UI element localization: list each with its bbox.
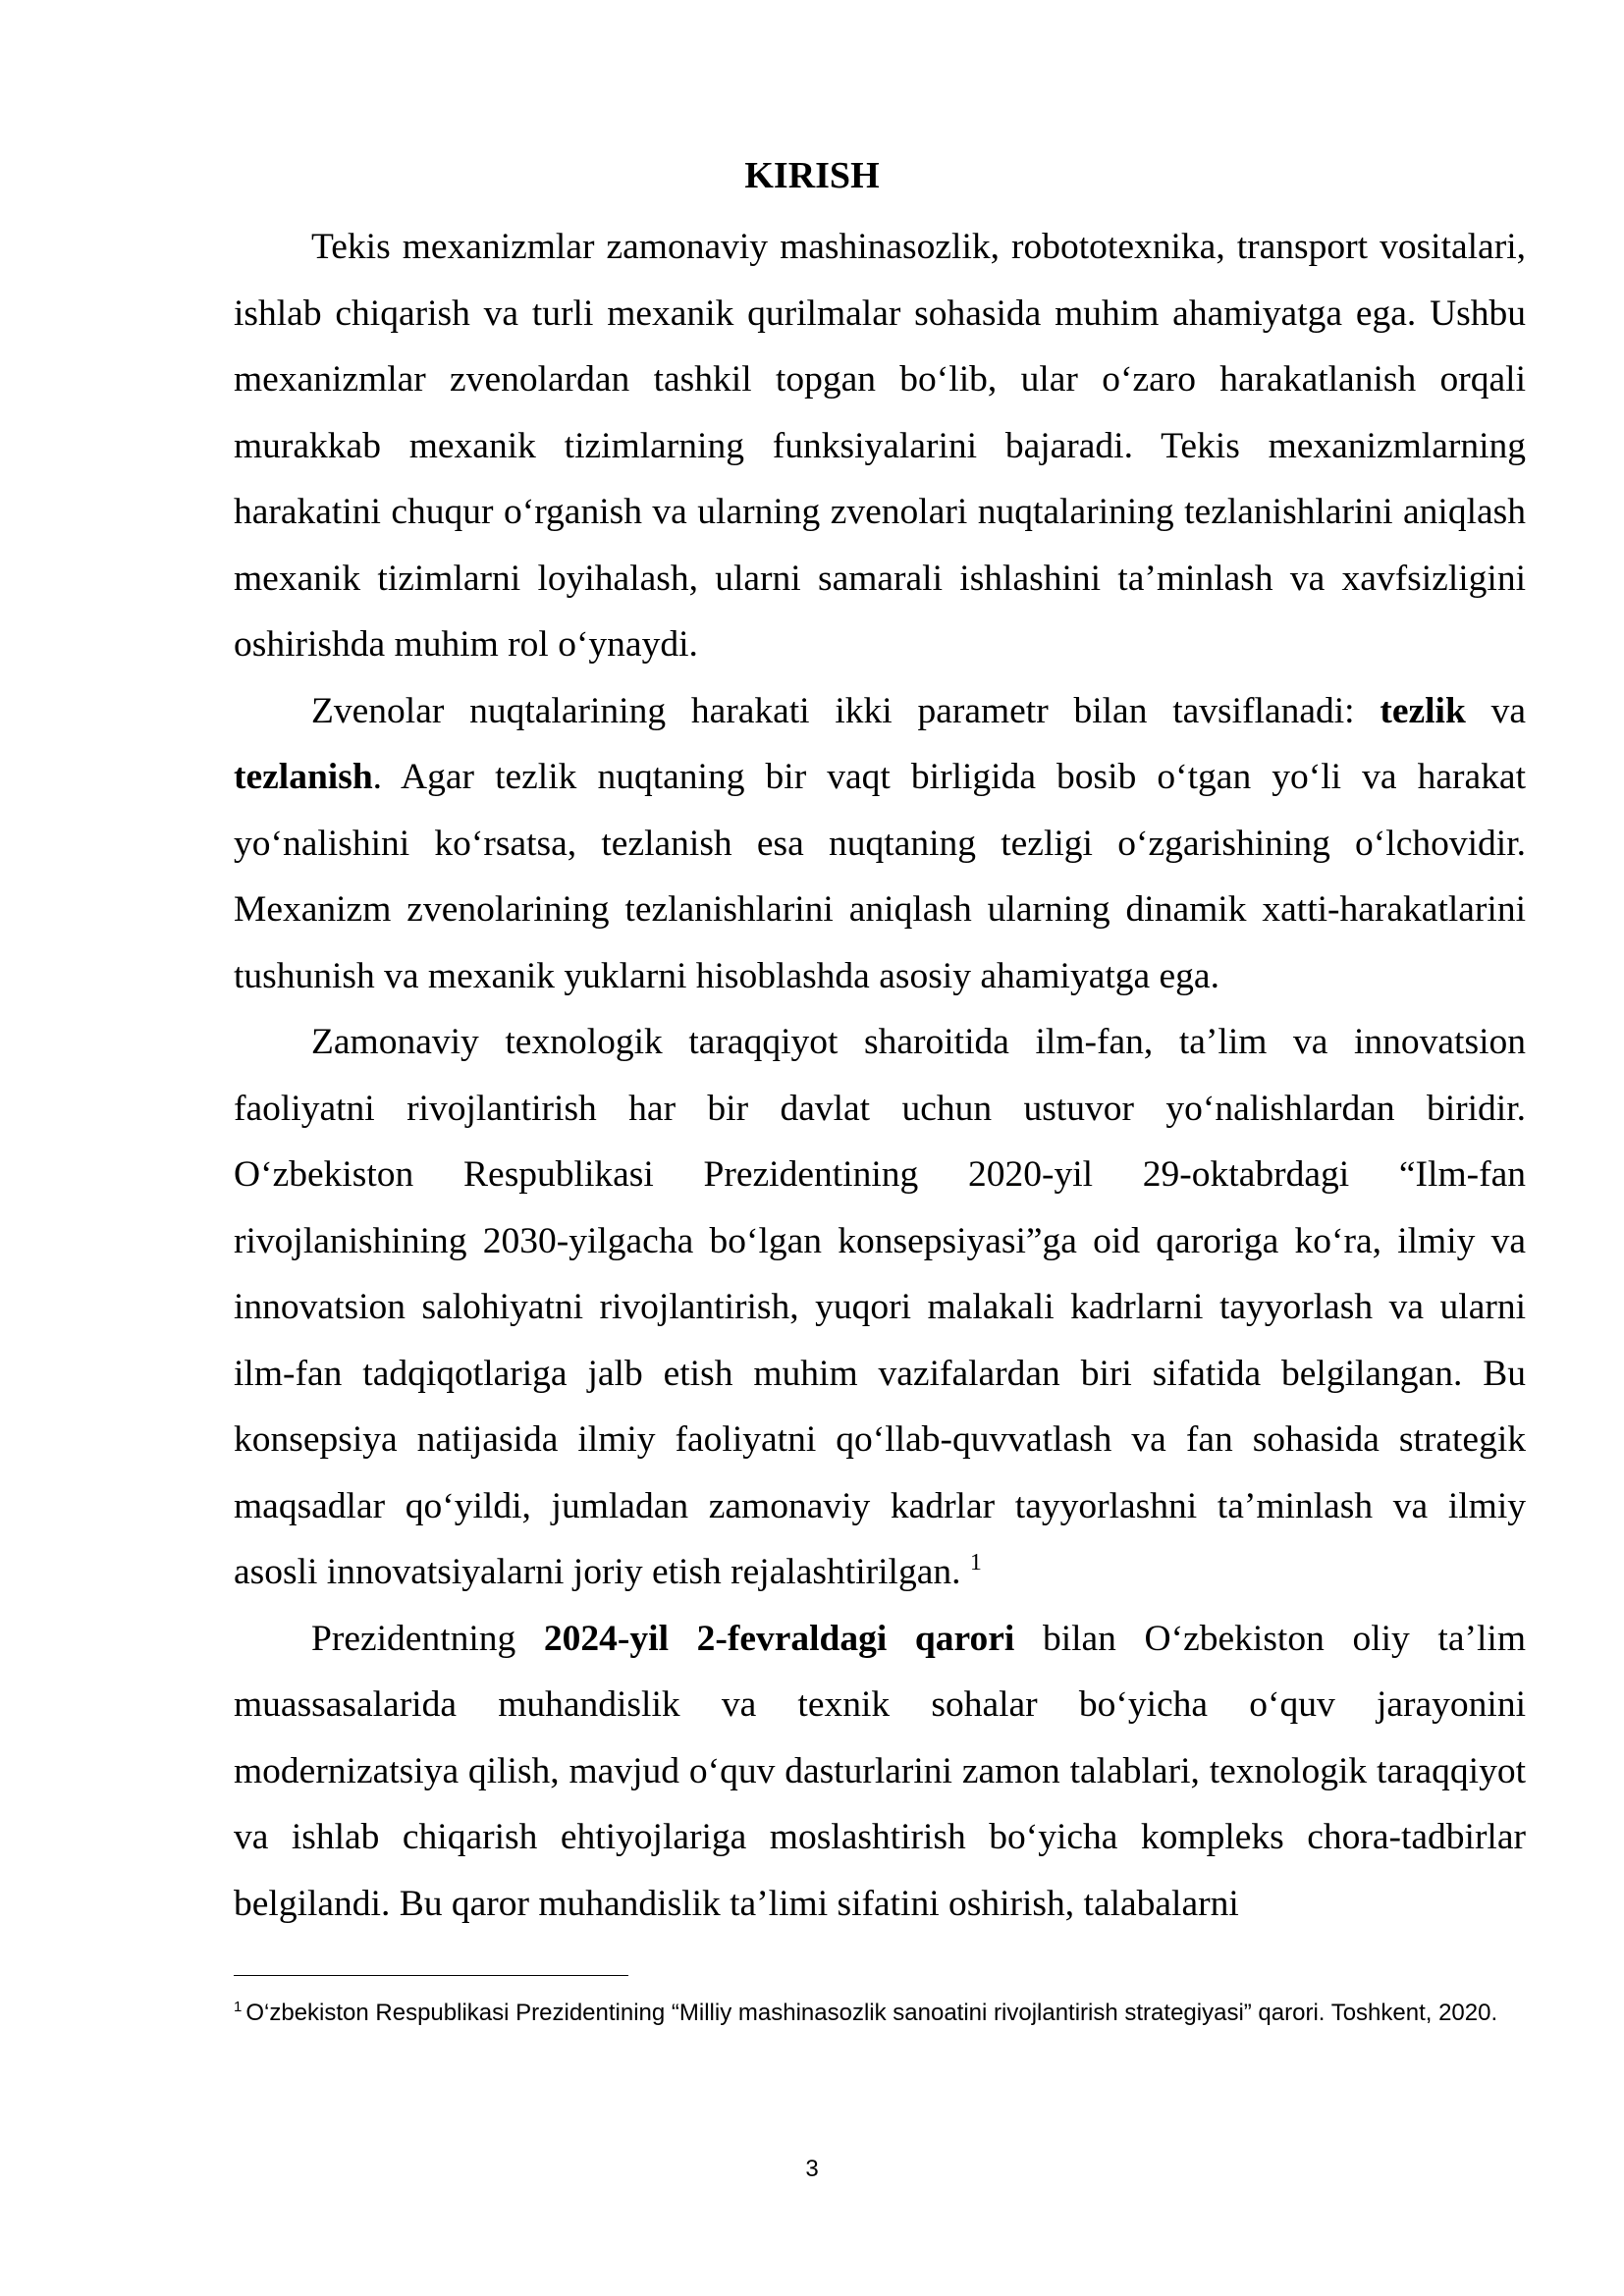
paragraph-decree-2024 [234,1606,1526,1938]
section-title: KIRISH [744,155,880,196]
footnote-separator [234,1975,628,1976]
bold-term-speed: tezlik [1380,690,1466,731]
bold-term-acceleration: tezlanish [234,757,373,797]
paragraph-speed-acceleration [234,678,1526,1010]
footnote-text: O‘zbekiston Respublikasi Prezidentining “Milliy mashinasozlik sanoatini rivojlantirish strategiyasi” qarori. Toshkent, 2020. [245,2000,1498,2026]
paragraph-text: Zamonaviy texnologik taraqqiyot sharoitida ilm-fan, ta’lim va innovatsion faoliyatni rivojlantirish har bir davlat uchun ustuvor yo‘nalishlardan biridir. O‘zbekiston Respublikasi Prezidentining 2020-yil 29-oktabrdagi “Ilm-fan rivojlanishining 2030-yilgacha bo‘lgan konsepsiyasi”ga oid qaroriga ko‘ra, ilmiy va innovatsion salohiyatni rivojlantirish, yuqori malakali kadrlarni tayyorlash va ularni ilm-fan tadqiqotlariga jalb etish muhim vazifalardan biri sifatida belgilangan. Bu konsepsiya natijasida ilmiy faoliyatni qo‘llab-quvvatlash va fan sohasida strategik maqsadlar qo‘yildi, jumladan zamonaviy kadrlar tayyorlashni ta’minlash va ilmiy asosli innovatsiyalarni joriy etish rejalashtirilgan. [234,1022,1526,1592]
paragraph-text: va [1465,690,1526,731]
paragraph-text: Tekis mexanizmlar zamonaviy mashinasozlik, robototexnika, transport vositalari, ishlab chiqarish va turli mexanik qurilmalar sohasida muhim ahamiyatga ega. Ushbu mexanizmlar zvenolardan tashkil topgan bo‘lib, ular o‘zaro harakatlanish orqali murakkab mexanik tizimlarning funksiyalarini bajaradi. Tekis mexanizmlarning harakatini chuqur o‘rganish va ularning zvenolari nuqtalarining tezlanishlarini aniqlash mexanik tizimlarni loyihalash, ularni samarali ishlashini ta’minlash va xavfsizligini oshirishda muhim rol o‘ynaydi. [234,227,1526,665]
bold-decree-date: 2024-yil 2-fevraldagi qarori [543,1618,1015,1659]
page-number: 3 [805,2156,819,2182]
paragraph-text: bilan O‘zbekiston oliy ta’lim muassasalarida muhandislik va texnik sohalar bo‘yicha o‘quv jarayonini modernizatsiya qilish, mavjud o‘quv dasturlarini zamon talablari, texnologik taraqqiyot va ishlab chiqarish ehtiyojlariga moslashtirish bo‘yicha kompleks chora-tadbirlar belgilandi. Bu qaror muhandislik ta’limi sifatini oshirish, talabalarni [234,1618,1526,1924]
paragraph-intro [234,214,1526,678]
footnote-marker: 1 [234,1999,243,2015]
body-text [234,214,1526,1937]
footnote-reference[interactable]: 1 [969,1550,982,1575]
paragraph-text: . Agar tezlik nuqtaning bir vaqt birligida bosib o‘tgan yo‘li va harakat yo‘nalishini ko‘rsatsa, tezlanish esa nuqtaning tezligi o‘zgarishining o‘lchovidir. Mexanizm zvenolarining tezlanishlarini aniqlash ularning dinamik xatti-harakatlarini tushunish va mexanik yuklarni hisoblashda asosiy ahamiyatga ega. [234,757,1526,996]
paragraph-text: Prezidentning [311,1618,544,1659]
paragraph-science-policy [234,1009,1526,1606]
paragraph-text: Zvenolar nuqtalarining harakati ikki parametr bilan tavsiflanadi: [311,690,1380,731]
footnote [234,1996,1526,2030]
